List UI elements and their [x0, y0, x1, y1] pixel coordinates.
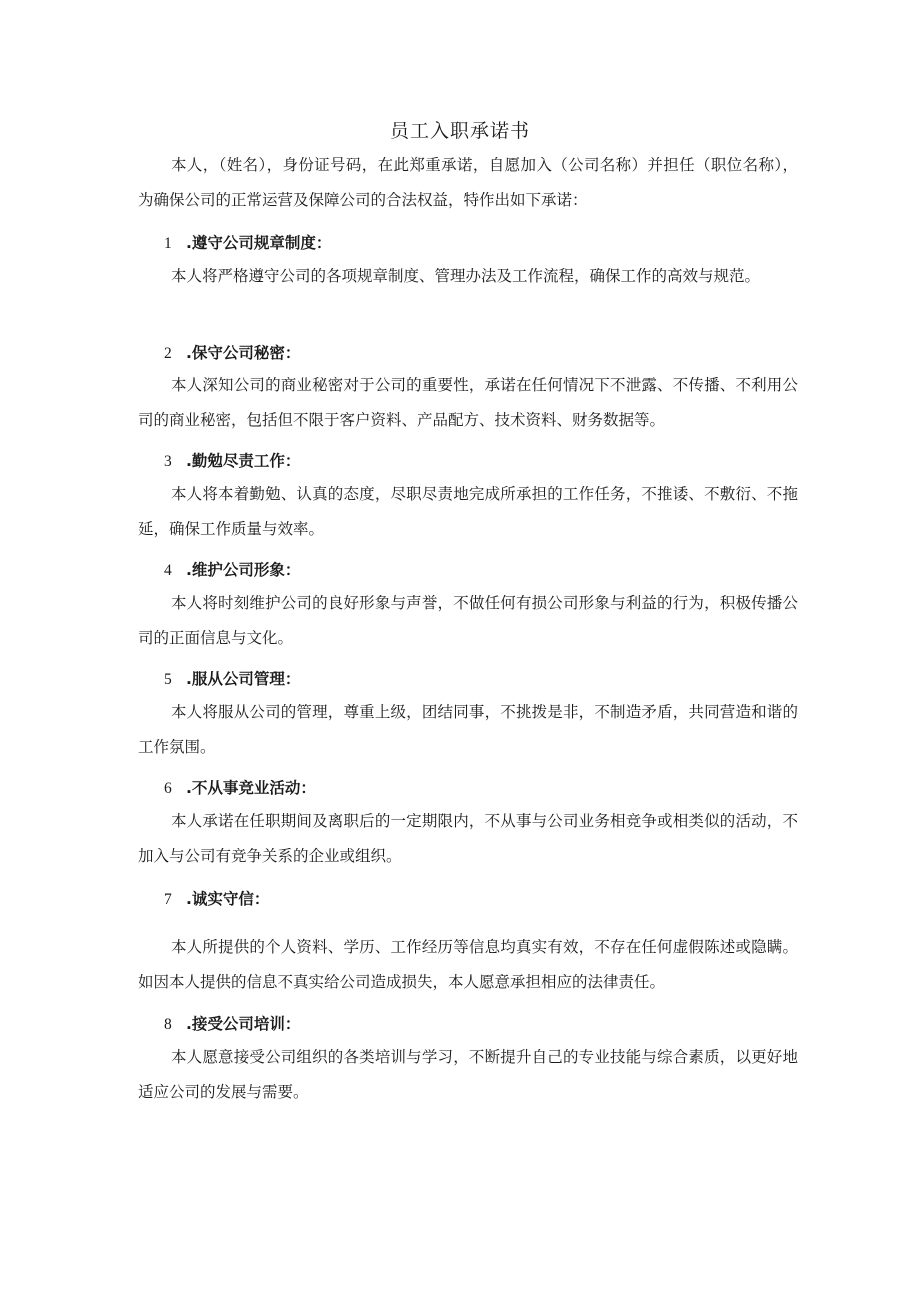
section-title: .保守公司秘密：: [186, 344, 301, 362]
section-heading-2: [164, 341, 300, 363]
section-title: .不从事竞业活动：: [186, 779, 316, 797]
section-body-8: 本人愿意接受公司组织的各类培训与学习，不断提升自己的专业技能与综合素质，以更好地适应公司的发展与需要。: [138, 1048, 798, 1101]
section-heading-6: [164, 776, 316, 798]
section-number: 3: [164, 453, 172, 470]
section-title: .服从公司管理：: [186, 670, 301, 688]
section-number: 7: [164, 891, 172, 908]
section-body-7: 本人所提供的个人资料、学历、工作经历等信息均真实有效，不存在任何虚假陈述或隐瞒。如因本人提供的信息不真实给公司造成损失，本人愿意承担相应的法律责任。: [138, 938, 798, 991]
section-body-6: 本人承诺在任职期间及离职后的一定期限内，不从事与公司业务相竞争或相类似的活动，不加入与公司有竞争关系的企业或组织。: [138, 812, 798, 865]
section-title: .勤勉尽责工作：: [186, 452, 301, 470]
section-title: .遵守公司规章制度：: [186, 234, 332, 252]
section-title: .接受公司培训：: [186, 1015, 301, 1033]
intro-paragraph: 本人，（姓名），身份证号码，在此郑重承诺，自愿加入（公司名称）并担任（职位名称），为确保公司的正常运营及保障公司的合法权益，特作出如下承诺：: [138, 156, 798, 209]
section-body-1: 本人将严格遵守公司的各项规章制度、管理办法及工作流程，确保工作的高效与规范。: [171, 267, 761, 285]
section-number: 2: [164, 345, 172, 362]
section-heading-3: [164, 449, 300, 471]
section-number: 8: [164, 1016, 172, 1033]
section-heading-5: [164, 667, 300, 689]
section-body-4: 本人将时刻维护公司的良好形象与声誉，不做任何有损公司形象与利益的行为，积极传播公司的正面信息与文化。: [138, 594, 798, 647]
section-number: 1: [164, 235, 172, 252]
section-body-5: 本人将服从公司的管理，尊重上级，团结同事，不挑拨是非，不制造矛盾，共同营造和谐的工作氛围。: [138, 703, 798, 756]
section-heading-4: [164, 558, 300, 580]
section-number: 4: [164, 562, 172, 579]
section-heading-7: [164, 887, 269, 909]
section-heading-1: [164, 231, 331, 253]
section-body-2: 本人深知公司的商业秘密对于公司的重要性，承诺在任何情况下不泄露、不传播、不利用公司的商业秘密，包括但不限于客户资料、产品配方、技术资料、财务数据等。: [138, 376, 798, 429]
section-title: .维护公司形象：: [186, 561, 301, 579]
section-heading-8: [164, 1012, 300, 1034]
document-title: 员工入职承诺书: [389, 120, 530, 142]
section-number: 5: [164, 671, 172, 688]
section-body-3: 本人将本着勤勉、认真的态度，尽职尽责地完成所承担的工作任务，不推诿、不敷衍、不拖延，确保工作质量与效率。: [138, 485, 798, 538]
section-number: 6: [164, 780, 172, 797]
section-title: .诚实守信：: [186, 890, 270, 908]
